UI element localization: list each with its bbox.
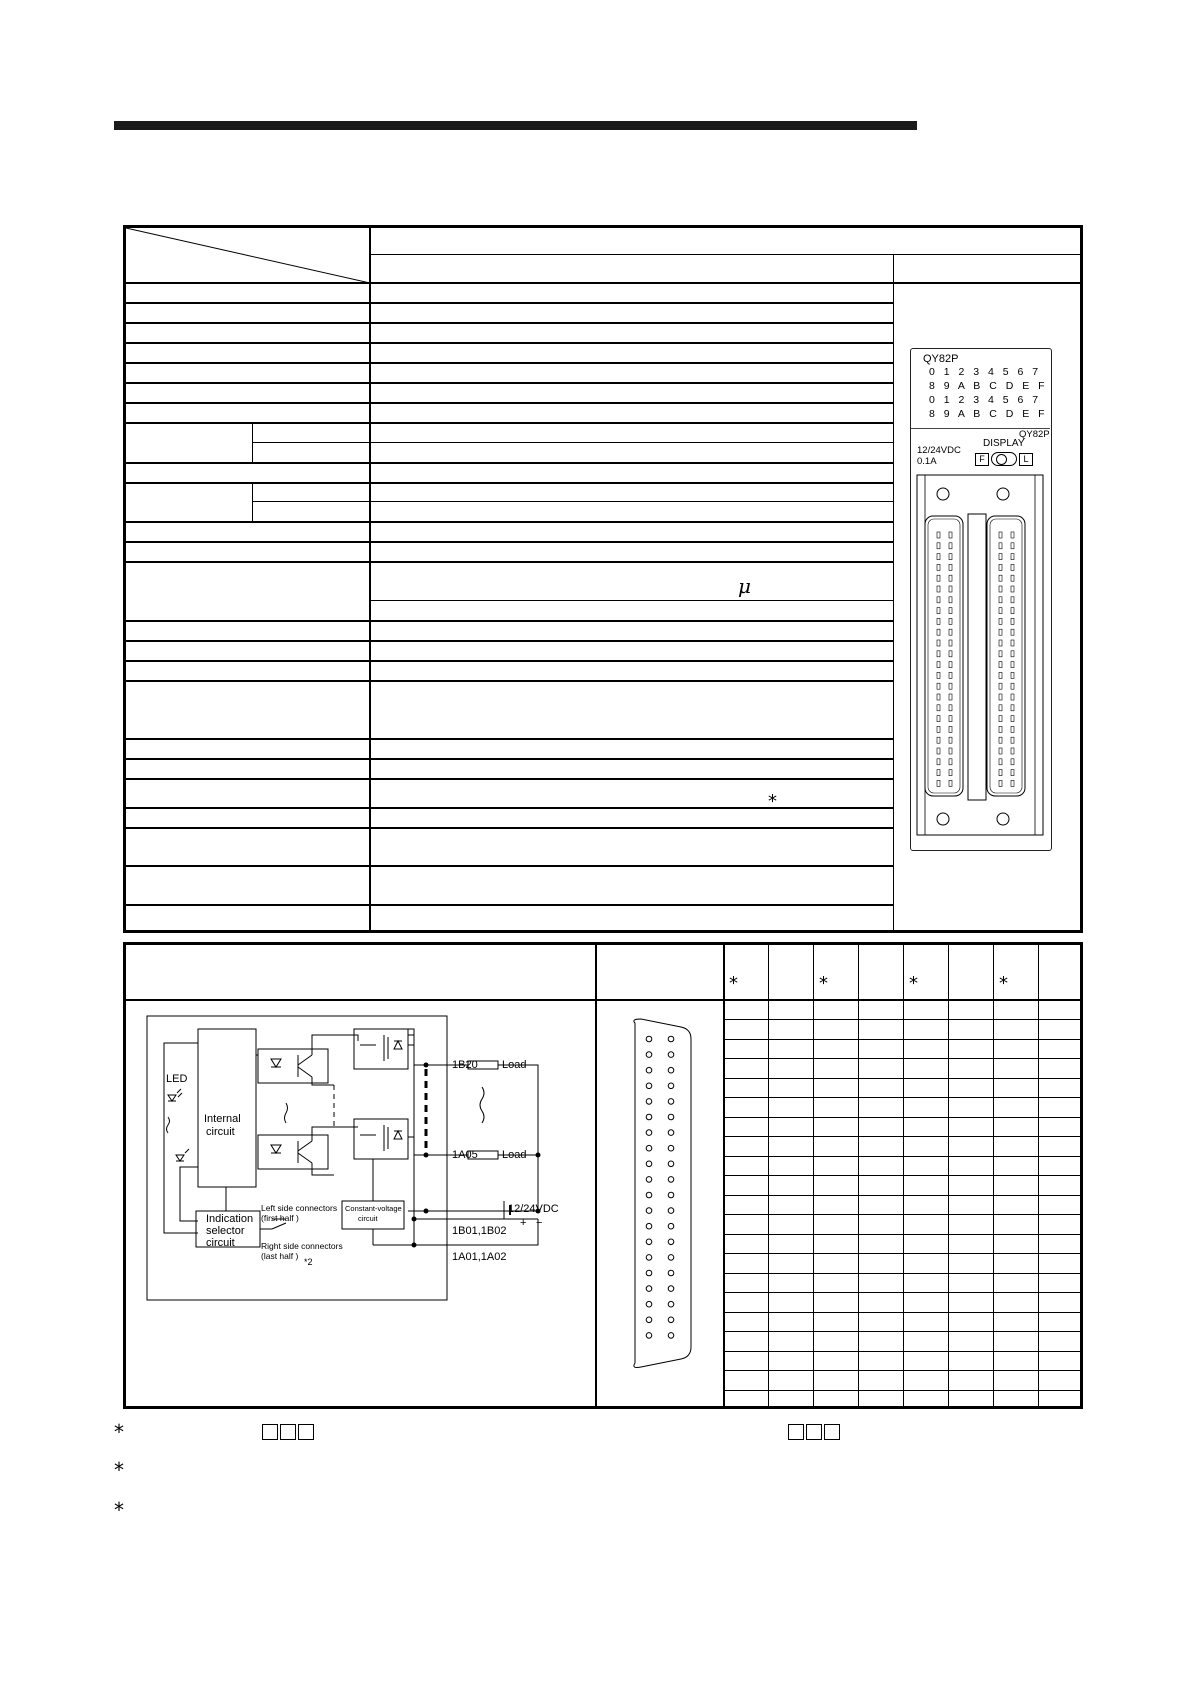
connector-pin <box>999 705 1002 711</box>
dsub-pin <box>668 1270 674 1276</box>
placeholder-box <box>788 1424 804 1440</box>
connector-pin <box>937 672 940 678</box>
supply-minus: − <box>536 1217 543 1229</box>
row-line <box>126 778 894 780</box>
pin-row-line <box>723 1136 1083 1137</box>
connector-pin <box>937 575 940 581</box>
connector-pin <box>999 770 1002 776</box>
right-side-connectors: Right side connectors <box>261 1241 343 1251</box>
row-line <box>126 807 894 809</box>
row-line <box>126 541 894 543</box>
dsub-pin <box>668 1301 674 1307</box>
connector-pin <box>1011 694 1014 700</box>
constant-voltage-line1: Constant-voltage <box>345 1204 402 1213</box>
connector-pin <box>999 716 1002 722</box>
connector-pin <box>937 780 940 786</box>
connector-pin <box>999 651 1002 657</box>
connector-block <box>915 474 1047 844</box>
connector-pin <box>937 705 940 711</box>
header-subdivider <box>369 254 1083 255</box>
dsub-pin <box>646 1052 652 1058</box>
connector-pin <box>1011 748 1014 754</box>
indication-selector-line1: Indication <box>206 1213 254 1225</box>
connector-pin <box>949 564 952 570</box>
pin-row-line <box>723 1292 1083 1293</box>
connector-pin <box>949 770 952 776</box>
terminal-1a01-1a02: 1A01,1A02 <box>452 1251 507 1263</box>
first-half-label: (first half ) <box>261 1213 299 1223</box>
row-line <box>126 362 894 364</box>
connector-pin <box>949 597 952 603</box>
row-line <box>126 660 894 662</box>
led-row-4: 8 9 A B C D E F <box>929 408 1048 420</box>
dsub-pin <box>646 1036 652 1042</box>
connector-pin <box>999 672 1002 678</box>
pin-row-line <box>723 1039 1083 1040</box>
connector-pin <box>1011 629 1014 635</box>
connector-pin <box>1011 564 1014 570</box>
dsub-pin <box>646 1177 652 1183</box>
dsub-pin <box>668 1114 674 1120</box>
connector-pin <box>1011 597 1014 603</box>
placeholder-box <box>824 1424 840 1440</box>
placeholder-box <box>262 1424 278 1440</box>
pin-row-line <box>723 1078 1083 1079</box>
pin-row-line <box>723 1390 1083 1391</box>
connector-pin <box>999 780 1002 786</box>
internal-circuit-line1: Internal <box>204 1113 241 1125</box>
connector-pin <box>949 748 952 754</box>
connector-pin <box>937 662 940 668</box>
row-line <box>126 462 894 464</box>
connector-pin <box>937 543 940 549</box>
row-line <box>126 865 894 867</box>
header-star-2: * <box>819 973 828 994</box>
connector-pin <box>937 640 940 646</box>
placeholder-box <box>280 1424 296 1440</box>
connector-pin <box>999 575 1002 581</box>
pin-row-line <box>723 1195 1083 1196</box>
pin-row-line <box>723 1273 1083 1274</box>
connector-pin <box>1011 543 1014 549</box>
header-rule <box>114 121 917 130</box>
dsub-pin <box>668 1099 674 1105</box>
dsub-pin <box>646 1317 652 1323</box>
constant-voltage-line2: circuit <box>358 1214 378 1223</box>
row-line <box>252 501 894 502</box>
connector-pin <box>937 694 940 700</box>
pin-row-line <box>723 1370 1083 1371</box>
connector-pin <box>937 683 940 689</box>
connector-pin <box>999 564 1002 570</box>
connector-pin <box>1011 640 1014 646</box>
connector-pin <box>949 726 952 732</box>
connector-pin <box>999 662 1002 668</box>
spec-asterisk: * <box>768 791 777 812</box>
dsub-pin <box>668 1317 674 1323</box>
connector-pin <box>937 716 940 722</box>
connector-pin <box>949 672 952 678</box>
dsub-pin <box>646 1255 652 1261</box>
connector-pin <box>937 532 940 538</box>
load-label-2: Load <box>502 1149 527 1161</box>
connector-pin <box>949 575 952 581</box>
connector-pin <box>1011 780 1014 786</box>
row-line <box>126 302 894 304</box>
module-model-name: QY82P <box>923 353 959 365</box>
display-label: DISPLAY <box>983 438 1025 449</box>
dsub-pin <box>668 1083 674 1089</box>
internal-circuit-line2: circuit <box>206 1126 235 1138</box>
terminal-1b01-1b02: 1B01,1B02 <box>452 1225 507 1237</box>
pin-row-line <box>723 1175 1083 1176</box>
indication-selector-line3: circuit <box>206 1237 235 1249</box>
sub-label-divider <box>252 422 253 462</box>
pin-row-line <box>723 1331 1083 1332</box>
terminal-1b20: 1B20 <box>452 1059 478 1071</box>
dsub-pin <box>668 1067 674 1073</box>
header-star-4: * <box>999 973 1008 994</box>
dsub-pin <box>668 1286 674 1292</box>
connector-pin <box>949 618 952 624</box>
header-bottom-rule <box>126 282 1083 284</box>
connector-pin <box>999 608 1002 614</box>
pin-row-line <box>723 1351 1083 1352</box>
connector-pin <box>937 597 940 603</box>
connector-pin <box>1011 618 1014 624</box>
connector-pin <box>999 726 1002 732</box>
left-side-connectors: Left side connectors <box>261 1203 338 1213</box>
connector-pin <box>949 683 952 689</box>
pin-row-line <box>723 1019 1083 1020</box>
connector-pin <box>937 759 940 765</box>
row-line <box>369 600 894 601</box>
connector-pin <box>1011 586 1014 592</box>
connector-pin <box>937 608 940 614</box>
connector-pin <box>937 770 940 776</box>
dsub-pin <box>668 1255 674 1261</box>
connector-pin <box>937 586 940 592</box>
header-star-1: * <box>729 973 738 994</box>
connector-pin <box>949 737 952 743</box>
terminal-1a05: 1A05 <box>452 1149 478 1161</box>
connector-pin <box>937 726 940 732</box>
led-row-1: 0 1 2 3 4 5 6 7 <box>929 366 1042 378</box>
dsub-pin <box>646 1301 652 1307</box>
dsub-pin <box>646 1145 652 1151</box>
led-label: LED <box>166 1073 188 1085</box>
connector-pin <box>1011 770 1014 776</box>
dsub-pin <box>668 1036 674 1042</box>
pin-row-line <box>723 1097 1083 1098</box>
connector-pin <box>1011 672 1014 678</box>
row-line <box>126 342 894 344</box>
row-line <box>126 402 894 404</box>
supply-plus: + <box>520 1217 527 1229</box>
connector-pin <box>937 651 940 657</box>
dsub-pin <box>646 1192 652 1198</box>
connector-pin <box>949 629 952 635</box>
pin-row-line <box>723 1117 1083 1118</box>
connector-pin <box>949 662 952 668</box>
connector-pin <box>949 532 952 538</box>
connector-pin <box>937 748 940 754</box>
placeholder-box <box>298 1424 314 1440</box>
connector-pin <box>999 543 1002 549</box>
dsub-pin <box>646 1286 652 1292</box>
display-switch[interactable] <box>991 452 1017 466</box>
dsub-pin <box>646 1130 652 1136</box>
dsub-pin <box>668 1333 674 1339</box>
pin-table-rows <box>723 945 1083 1409</box>
connector-pin <box>999 748 1002 754</box>
module-front-panel <box>910 348 1052 851</box>
indication-selector-line2: selector <box>206 1225 245 1237</box>
connector-pin <box>949 651 952 657</box>
connector-pin <box>937 737 940 743</box>
connector-pin <box>1011 716 1014 722</box>
dsub-pin <box>668 1130 674 1136</box>
row-line <box>126 521 894 523</box>
supply-voltage-label: 12/24VDC <box>508 1203 559 1215</box>
dsub-pin <box>646 1099 652 1105</box>
connector-pin <box>1011 683 1014 689</box>
dsub-pin <box>668 1161 674 1167</box>
voltage-label: 12/24VDC <box>917 445 961 456</box>
connector-pin <box>999 737 1002 743</box>
connector-pin <box>999 618 1002 624</box>
dsub-pin <box>646 1114 652 1120</box>
connector-pin <box>937 618 940 624</box>
circuit-column-divider <box>595 945 597 1409</box>
connector-pin <box>1011 705 1014 711</box>
connector-pin <box>999 532 1002 538</box>
connector-pin <box>999 629 1002 635</box>
display-switch-knob <box>996 454 1007 465</box>
connector-pin <box>949 759 952 765</box>
dsub-pin <box>646 1067 652 1073</box>
connector-pin <box>949 716 952 722</box>
row-line <box>126 827 894 829</box>
connector-pin <box>949 694 952 700</box>
led-row-2: 8 9 A B C D E F <box>929 380 1048 392</box>
connector-pin <box>949 586 952 592</box>
placeholder-box <box>806 1424 822 1440</box>
dsub-pin <box>646 1208 652 1214</box>
appearance-column-divider <box>893 283 894 933</box>
connector-pin <box>1011 737 1014 743</box>
dsub-pin <box>646 1161 652 1167</box>
dsub-pin <box>668 1145 674 1151</box>
row-line <box>252 442 894 443</box>
footnote-3-star: * <box>114 1498 124 1522</box>
connector-pin <box>1011 575 1014 581</box>
connector-pin <box>937 564 940 570</box>
row-line <box>126 640 894 642</box>
connector-pin <box>1011 662 1014 668</box>
connector-pin <box>949 608 952 614</box>
header-appearance-divider <box>893 254 894 283</box>
connector-pin <box>999 586 1002 592</box>
row-line <box>126 620 894 622</box>
last-half-label: (last half ) <box>261 1251 299 1261</box>
row-line <box>126 482 894 484</box>
connector-pin <box>1011 726 1014 732</box>
connector-pin <box>999 554 1002 560</box>
dsub-pin <box>668 1239 674 1245</box>
load-label-1: Load <box>502 1059 527 1071</box>
connector-pin <box>999 597 1002 603</box>
connector-pin <box>949 780 952 786</box>
connector-pin <box>949 640 952 646</box>
pin-row-line <box>723 1253 1083 1254</box>
display-f-indicator: F <box>975 453 989 466</box>
current-label: 0.1A <box>917 456 937 467</box>
led-row-3: 0 1 2 3 4 5 6 7 <box>929 394 1042 406</box>
dsub-pin <box>646 1270 652 1276</box>
module-model-label: QY82P <box>1019 429 1050 440</box>
connector-pin <box>999 694 1002 700</box>
row-line <box>126 561 894 563</box>
dsub-pin <box>646 1083 652 1089</box>
connector-pin <box>949 554 952 560</box>
pin-row-line <box>723 1214 1083 1215</box>
note-ref-2: *2 <box>304 1257 313 1267</box>
pin-row-line <box>723 1312 1083 1313</box>
row-line <box>126 422 894 424</box>
dsub-pin <box>668 1177 674 1183</box>
connector-pin <box>1011 651 1014 657</box>
connector-pin <box>1011 554 1014 560</box>
dsub-pin <box>668 1208 674 1214</box>
header-diagonal <box>126 228 370 283</box>
row-line <box>126 322 894 324</box>
connector-pin <box>1011 608 1014 614</box>
row-line <box>126 758 894 760</box>
row-line <box>126 904 894 906</box>
pin-row-line <box>723 1234 1083 1235</box>
display-l-indicator: L <box>1019 453 1033 466</box>
row-line <box>126 382 894 384</box>
pin-row-line <box>723 1156 1083 1157</box>
connector-pin <box>1011 532 1014 538</box>
header-star-3: * <box>909 973 918 994</box>
dsub-pin <box>646 1239 652 1245</box>
dsub-pin <box>646 1223 652 1229</box>
external-connection-table <box>123 942 1083 1409</box>
connector-pin <box>949 543 952 549</box>
connector-pin <box>1011 759 1014 765</box>
connector-pin <box>937 554 940 560</box>
connector-pin <box>937 629 940 635</box>
sub-label-divider <box>252 482 253 521</box>
dsub-pin <box>668 1223 674 1229</box>
dsub-pin <box>668 1192 674 1198</box>
footnote-2-star: * <box>114 1458 124 1482</box>
connector-pin <box>999 759 1002 765</box>
connector-pin <box>999 640 1002 646</box>
row-line <box>126 680 894 682</box>
pin-row-line <box>723 1058 1083 1059</box>
footnote-1-star: * <box>114 1420 124 1444</box>
dsub-pin <box>668 1052 674 1058</box>
dsub-connector <box>623 1017 703 1377</box>
dsub-pin <box>646 1333 652 1339</box>
connector-pin <box>999 683 1002 689</box>
connector-pin <box>949 705 952 711</box>
mu-symbol: μ <box>738 574 751 598</box>
row-line <box>126 738 894 740</box>
